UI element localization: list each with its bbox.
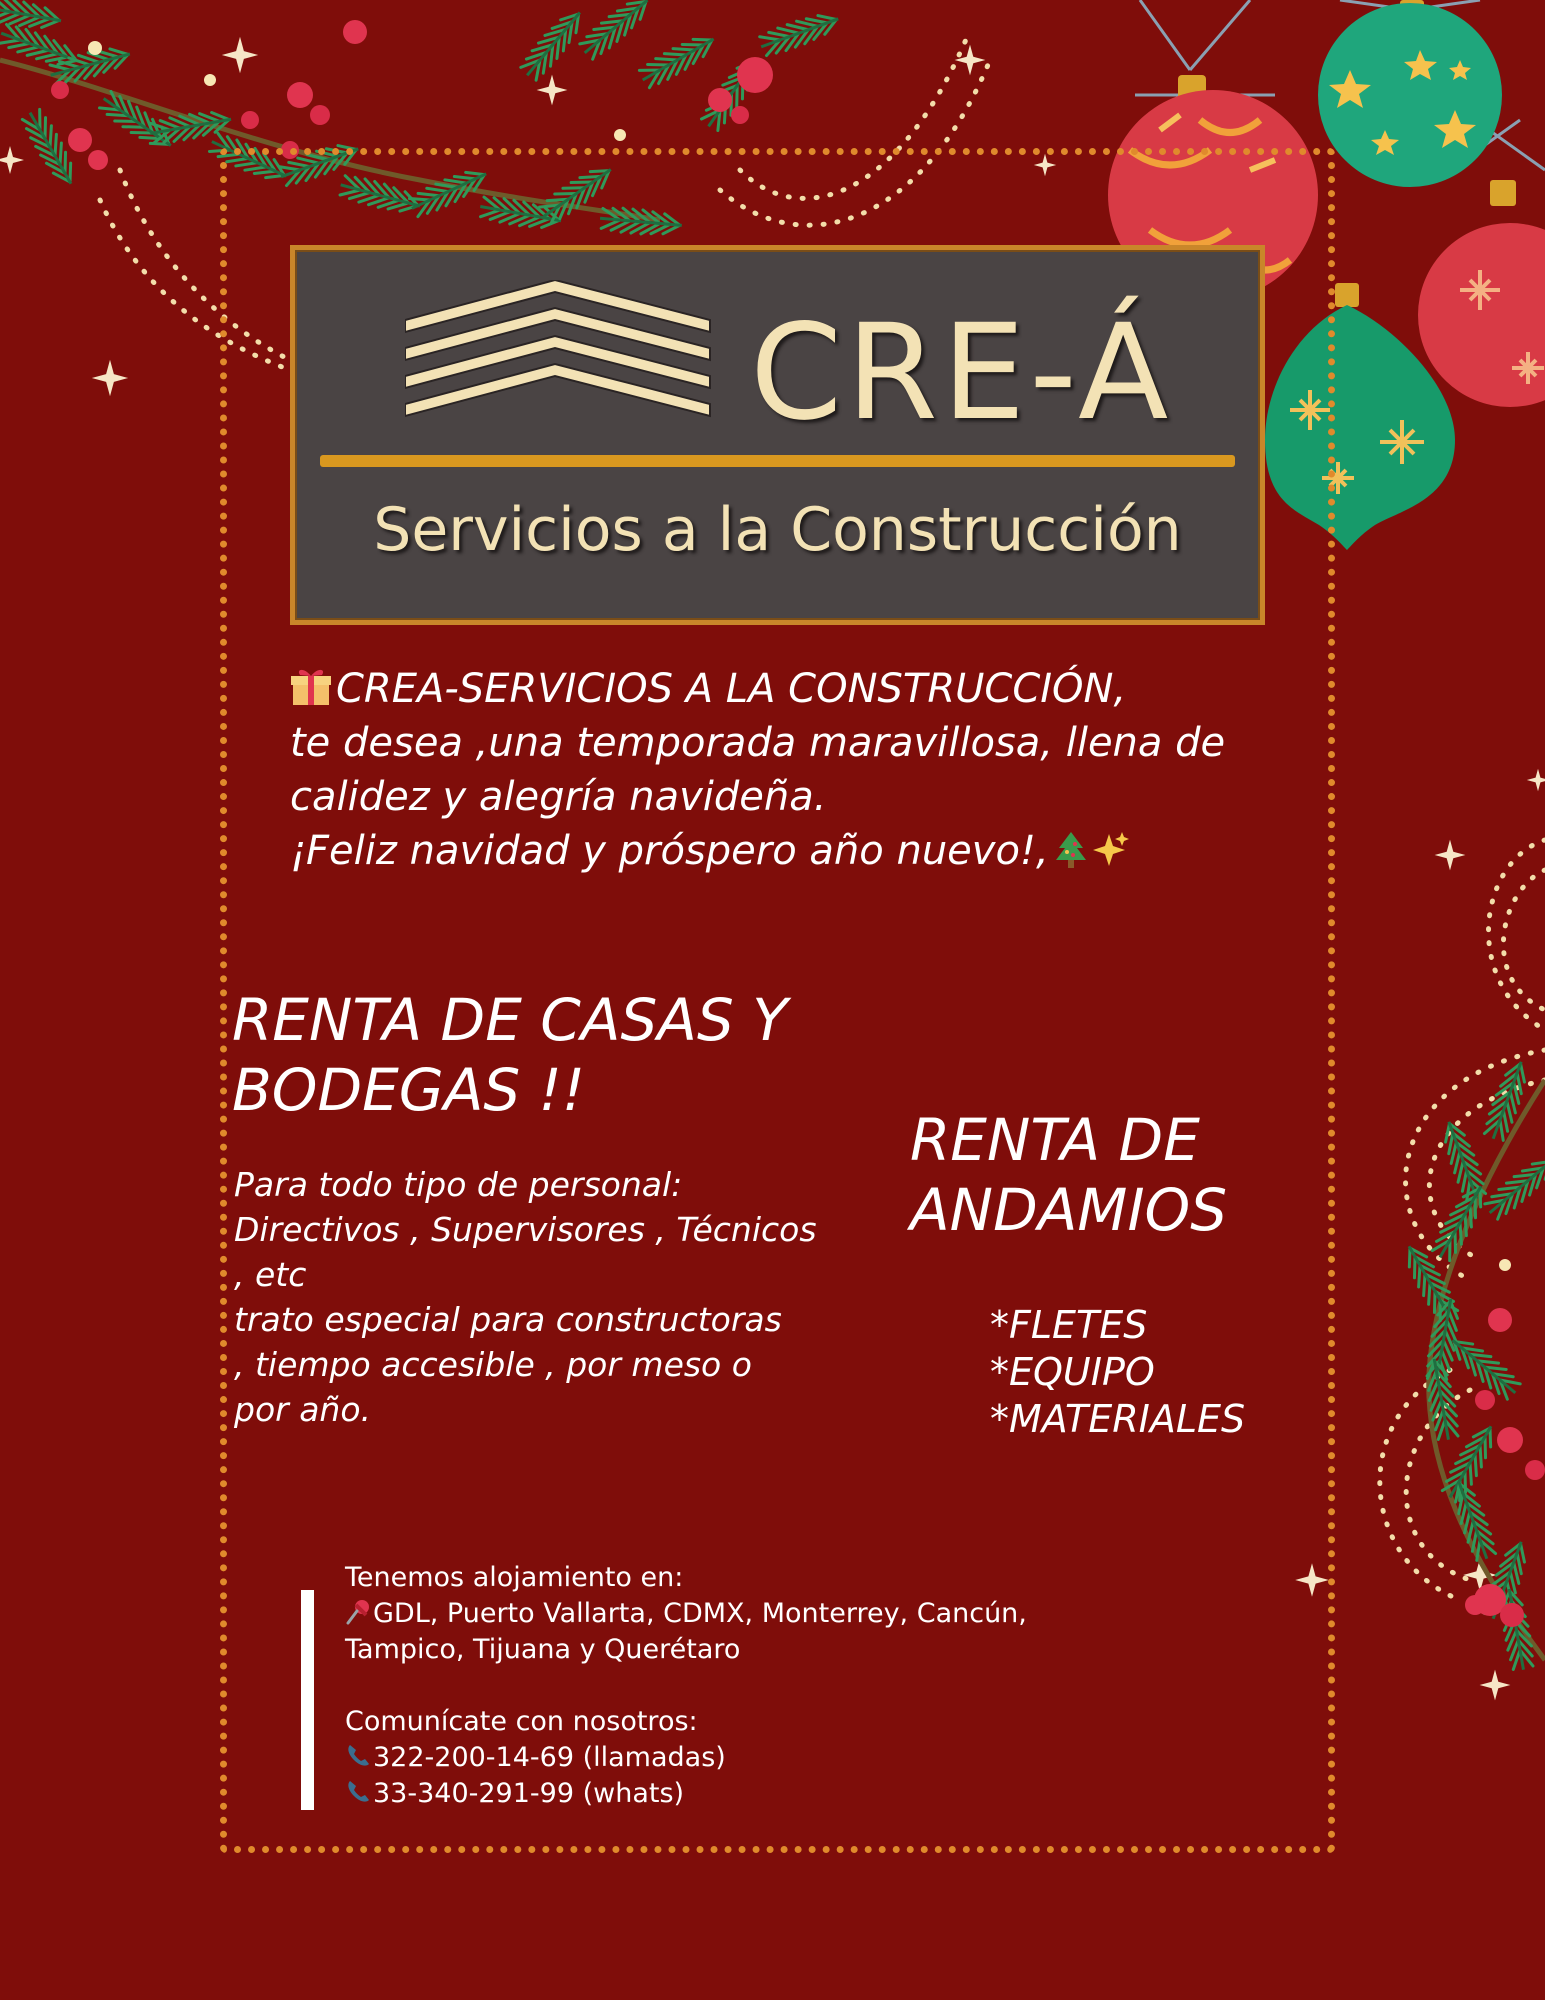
roof-stripes-icon	[405, 280, 715, 430]
rent-scaffolds-heading-line-1: RENTA DE	[910, 1106, 1200, 1174]
gift-icon	[290, 667, 332, 707]
contact-label: Comunícate con nosotros:	[345, 1706, 698, 1737]
greeting-line-2: te desea ,una temporada maravillosa, llena de	[290, 720, 1226, 766]
rent-houses-line-1: Para todo tipo de personal:	[234, 1165, 683, 1204]
cities-line-1	[345, 1596, 1245, 1632]
cities-line-1-text: GDL, Puerto Vallarta, CDMX, Monterrey, Cancún,	[373, 1598, 1027, 1629]
cities-line-2: Tampico, Tijuana y Querétaro	[345, 1634, 741, 1665]
greeting-line-4	[290, 824, 1300, 878]
rent-houses-line-4: trato especial para constructoras	[234, 1300, 782, 1339]
contact-accent-bar	[301, 1590, 314, 1810]
telephone-icon	[345, 1742, 373, 1770]
phone-whats[interactable]	[345, 1776, 1245, 1812]
lodging-label: Tenemos alojamiento en:	[345, 1562, 684, 1593]
contact-spacer	[345, 1668, 1245, 1704]
pushpin-icon	[345, 1598, 373, 1626]
greeting-message	[290, 662, 1300, 878]
service-item-equipment: *EQUIPO	[990, 1350, 1155, 1394]
sparkles-icon	[1089, 830, 1129, 870]
rent-houses-line-2: Directivos , Supervisores , Técnicos	[234, 1210, 817, 1249]
rent-houses-heading	[232, 985, 872, 1125]
rent-houses-heading-line-2: BODEGAS !!	[232, 1056, 586, 1124]
rent-houses-line-5: , tiempo accesible , por meso o	[234, 1345, 752, 1384]
rent-houses-line-3: , etc	[234, 1255, 307, 1294]
services-list	[990, 1302, 1330, 1443]
telephone-icon	[345, 1778, 373, 1806]
greeting-line-4-text: ¡Feliz navidad y próspero año nuevo!,	[290, 828, 1049, 874]
phone-calls[interactable]	[345, 1740, 1245, 1776]
christmas-tree-icon	[1053, 830, 1089, 870]
logo-subtitle: Servicios a la Construcción	[373, 495, 1182, 565]
company-logo	[290, 245, 1265, 625]
greeting-line-1	[290, 662, 1300, 716]
greeting-line-3: calidez y alegría navideña.	[290, 774, 827, 820]
service-item-materials: *MATERIALES	[990, 1397, 1246, 1441]
service-item-freight: *FLETES	[990, 1303, 1148, 1347]
rent-scaffolds-heading	[910, 1105, 1330, 1245]
contact-info	[345, 1560, 1245, 1812]
garland-right	[1399, 1058, 1545, 1672]
phone-whats-text: 33-340-291-99 (whats)	[373, 1778, 685, 1809]
greeting-line-1-text: CREA-SERVICIOS A LA CONSTRUCCIÓN,	[336, 666, 1127, 712]
rent-houses-line-6: por año.	[234, 1390, 372, 1429]
phone-calls-text: 322-200-14-69 (llamadas)	[373, 1742, 726, 1773]
rent-scaffolds-heading-line-2: ANDAMIOS	[910, 1176, 1228, 1244]
rent-houses-description	[234, 1162, 874, 1432]
logo-title: CRE-Á	[750, 296, 1173, 450]
logo-divider	[320, 455, 1235, 467]
rent-houses-heading-line-1: RENTA DE CASAS Y	[232, 986, 788, 1054]
